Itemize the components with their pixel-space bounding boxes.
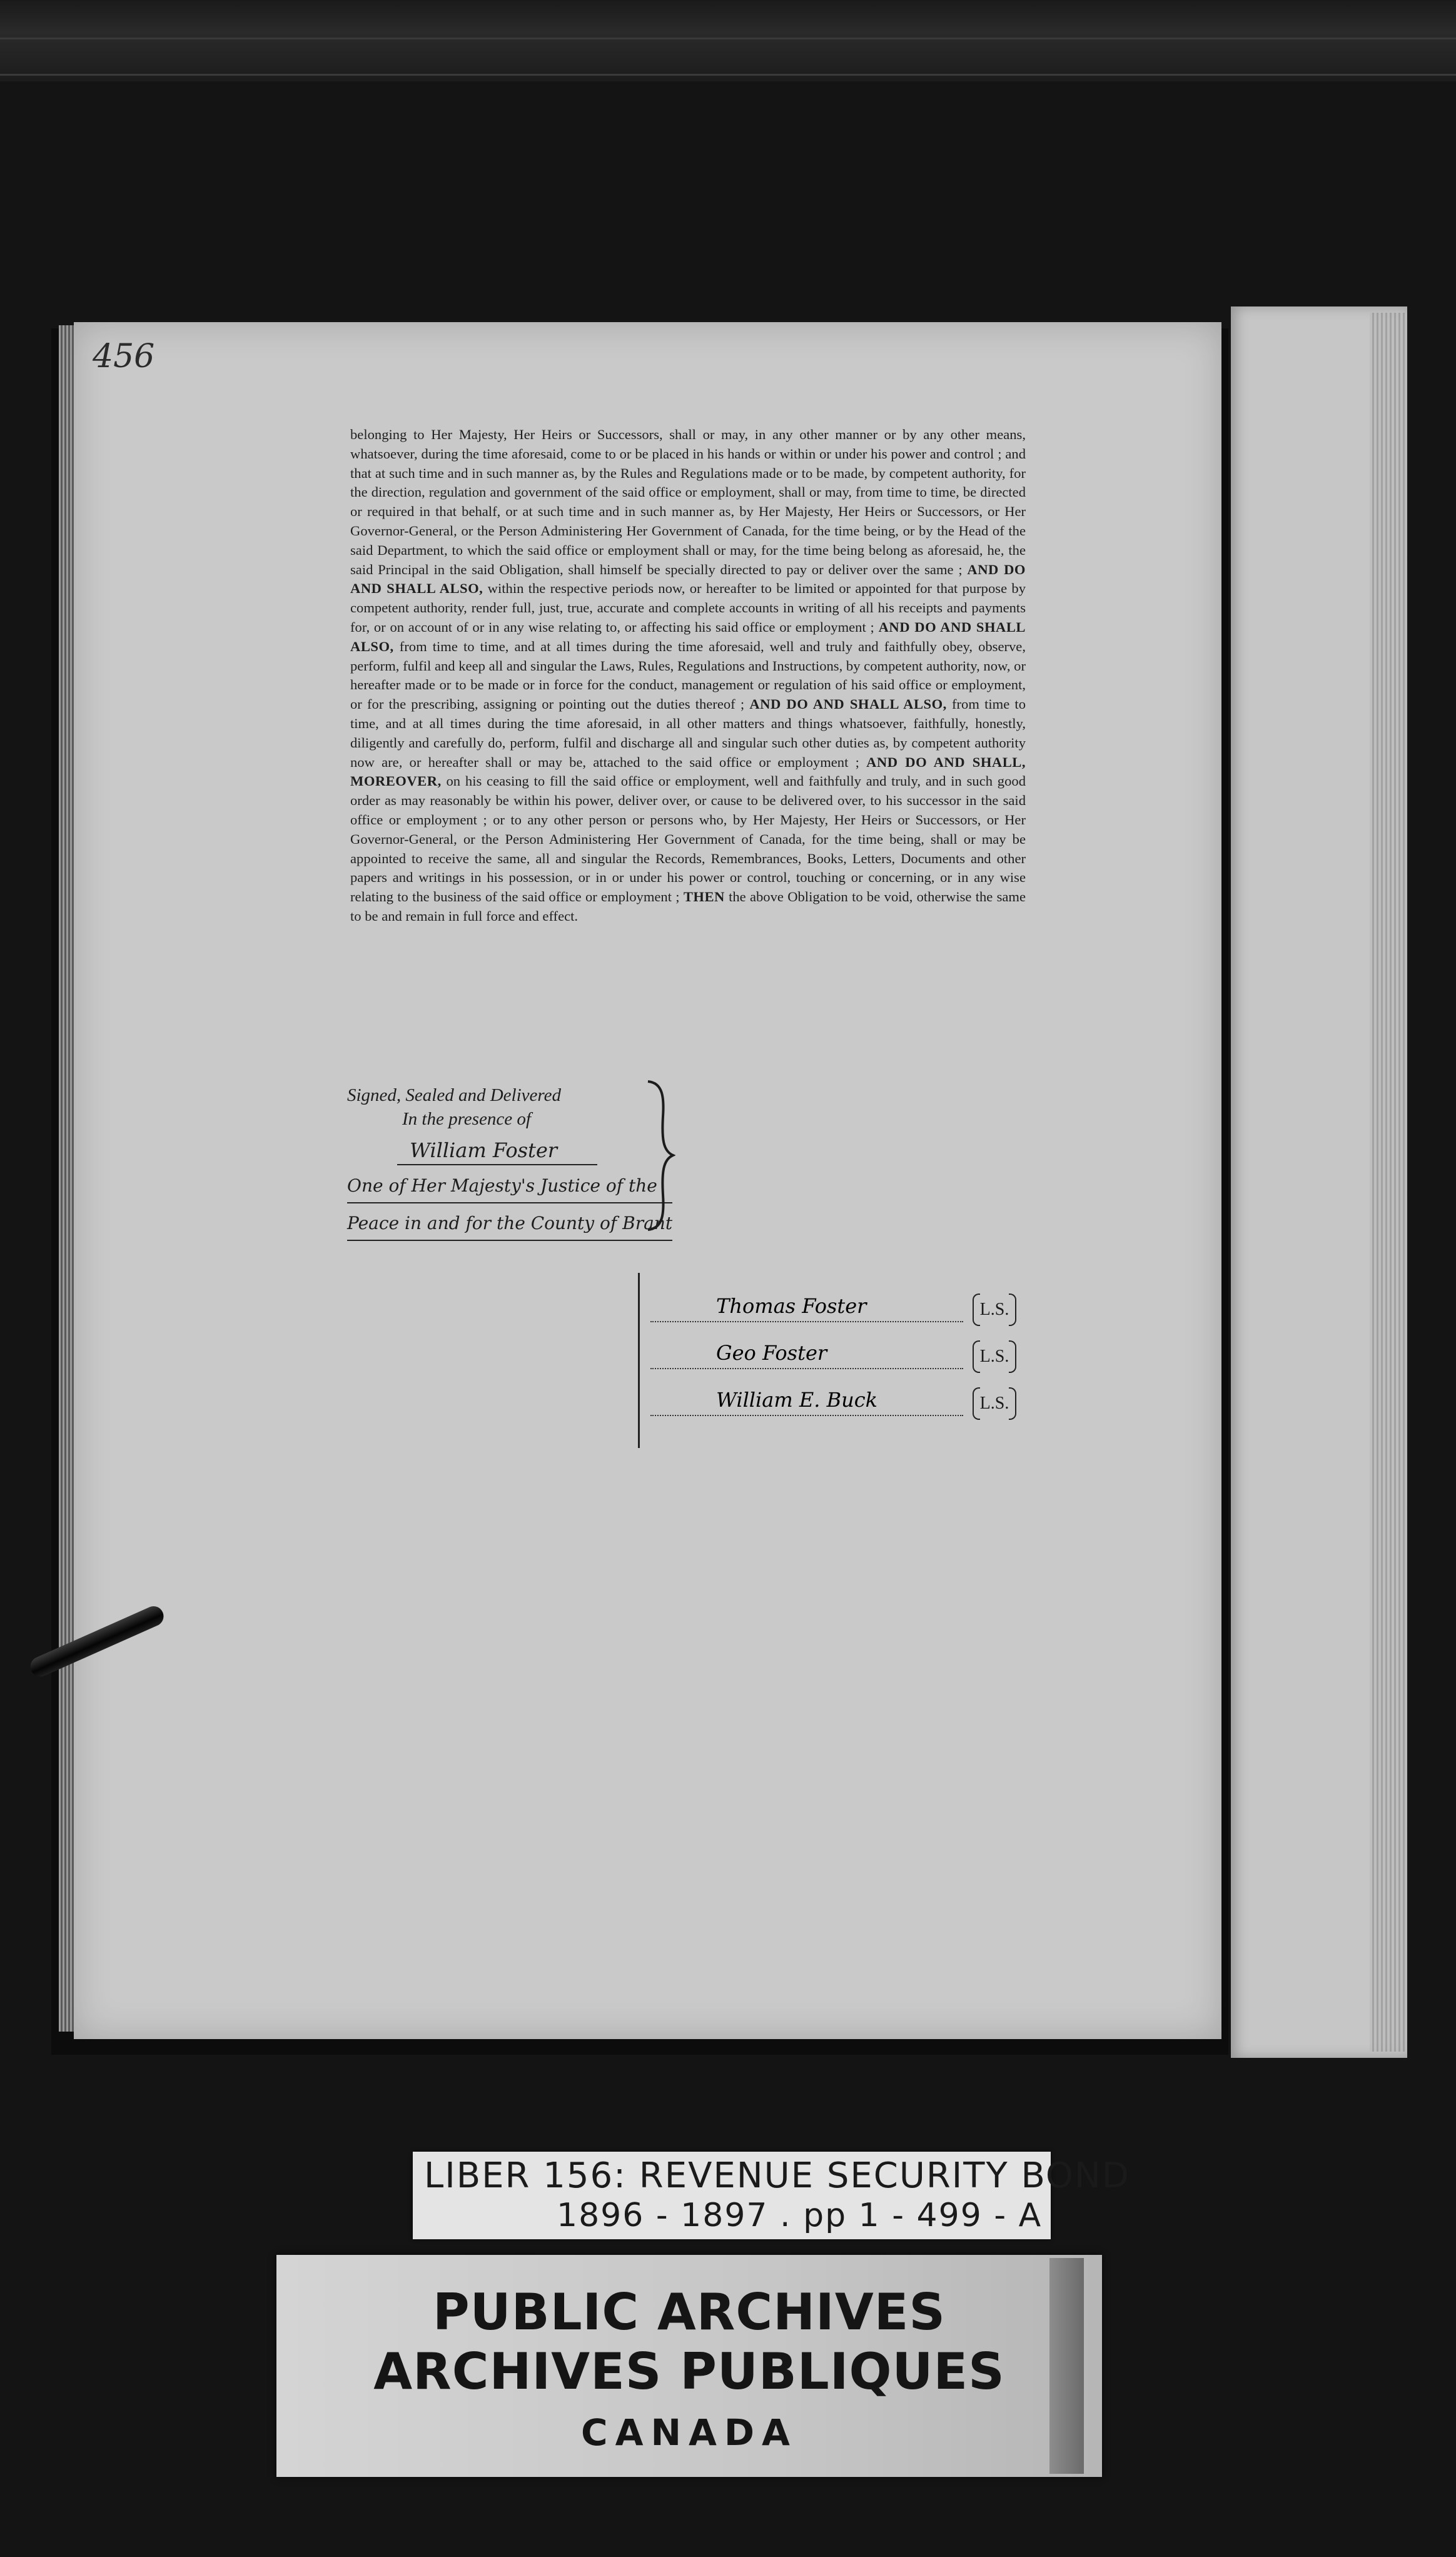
bold-clause: AND DO AND SHALL ALSO, [749, 696, 947, 712]
liber-label [413, 2152, 1131, 2239]
card-edge-shadow [1049, 2258, 1084, 2474]
signature-bracket-line [638, 1273, 640, 1448]
signature-row [644, 1384, 1019, 1421]
body-text-segment: the above Obligation to be void, otherwise the same to be and remain in full force and effect. [350, 889, 1026, 924]
witness-signature: William Foster [397, 1135, 597, 1165]
facing-page-edges [1370, 313, 1407, 2052]
archives-line-english: PUBLIC ARCHIVES [433, 2283, 946, 2341]
bold-clause: AND DO AND SHALL, MOREOVER, [350, 754, 1026, 789]
justice-title-line-2: Peace in and for the County of Brant [347, 1207, 672, 1241]
signature-name: Thomas Foster [650, 1290, 963, 1322]
bold-clause: AND DO AND SHALL ALSO, [350, 619, 1026, 654]
signature-row [644, 1337, 1019, 1374]
seal-mark: L.S. [973, 1387, 1016, 1420]
liber-title: LIBER 156: REVENUE SECURITY BOND [424, 2155, 1131, 2196]
body-text-segment: on his ceasing to fill the said office or employment, well and faithfully and truly, and in such good order as may reasonably be within his power, deliver over, or cause to be delivered over, to his successor in the said office or employment ; or to any other person or persons who, by Her Majesty, Her Heirs or Successors, or Her Governor-General, or the Person Administering Her Government of Canada, for the time being, shall or may be appointed to receive the same, all and singular the Records, Remembrances, Books, Letters, Documents and other papers and writings in his possession, or in or under his power or control, touching or concerning, or in any wise relating to the business of the said office or employment ; [350, 773, 1026, 905]
seal-mark: L.S. [973, 1340, 1016, 1373]
justice-title-line-1: One of Her Majesty's Justice of the [347, 1170, 672, 1203]
archives-line-french: ARCHIVES PUBLIQUES [373, 2342, 1005, 2401]
curly-brace-icon [645, 1079, 675, 1232]
seal-mark: L.S. [973, 1294, 1016, 1326]
body-text-segment: belonging to Her Majesty, Her Heirs or Successors, shall or may, in any other manner or by any other means, whatsoever, during the time aforesaid, come to or be placed in his hands or within or under his power and control ; and that at such time and in such manner as, by the Rules and Regulations made or to be made, by competent authority, for the direction, regulation and government of the said office or employment, shall or may, from time to time, be directed or required in that behalf, or at such time and in such manner as, by Her Majesty, Her Heirs or Successors, or Her Governor-General, or the Person Administering Her Government of Canada, for the time being, or by the Head of the said Department, to which the said office or employment shall or may, for the time being belong as aforesaid, he, the said Principal in the said Obligation, shall himself be specially directed to pay or deliver over the same ; [350, 427, 1026, 577]
film-border-top [0, 0, 1456, 81]
signature-name: William E. Buck [650, 1384, 963, 1416]
film-line [0, 74, 1456, 76]
bold-clause: AND DO AND SHALL ALSO, [350, 561, 1026, 597]
signed-sealed-delivered: Signed, Sealed and Delivered [347, 1085, 561, 1105]
liber-range: 1896 - 1897 . pp 1 - 499 - A [557, 2197, 1043, 2234]
archives-line-country: CANADA [581, 2411, 797, 2454]
signature-name: Geo Foster [650, 1337, 963, 1369]
bond-body-text [350, 425, 1026, 926]
in-presence-of: In the presence of [402, 1109, 531, 1129]
bold-clause: THEN [683, 889, 725, 905]
archives-card [276, 2255, 1102, 2477]
body-text-segment: from time to time, and at all times during the time aforesaid, in all other matters and things whatsoever, faithfully, honestly, diligently and carefully do, perform, fulfil and discharge all and singular such other duties as, by competent authority now are, or hereafter shall or may be, attached to the said office or employment ; [350, 696, 1026, 770]
page-number: 456 [93, 338, 155, 375]
body-text-segment: from time to time, and at all times during the time aforesaid, well and truly and faithfully obey, observe, perform, fulfil and keep all and singular the Laws, Rules, Regulations and Instructions, by competent authority, now, or hereafter made or to be made or in force for the conduct, management or regulation of his said office or employment, or for the prescribing, assigning or pointing out the duties thereof ; [350, 638, 1026, 712]
body-text-segment: within the respective periods now, or hereafter to be limited or appointed for that purpose by competent authority, render full, just, true, accurate and complete accounts in writing of all his receipts and payments for, or on account of or in any wise relating to, or affecting his said office or employment ; [350, 580, 1026, 635]
signature-row [644, 1290, 1019, 1327]
film-line [0, 38, 1456, 39]
